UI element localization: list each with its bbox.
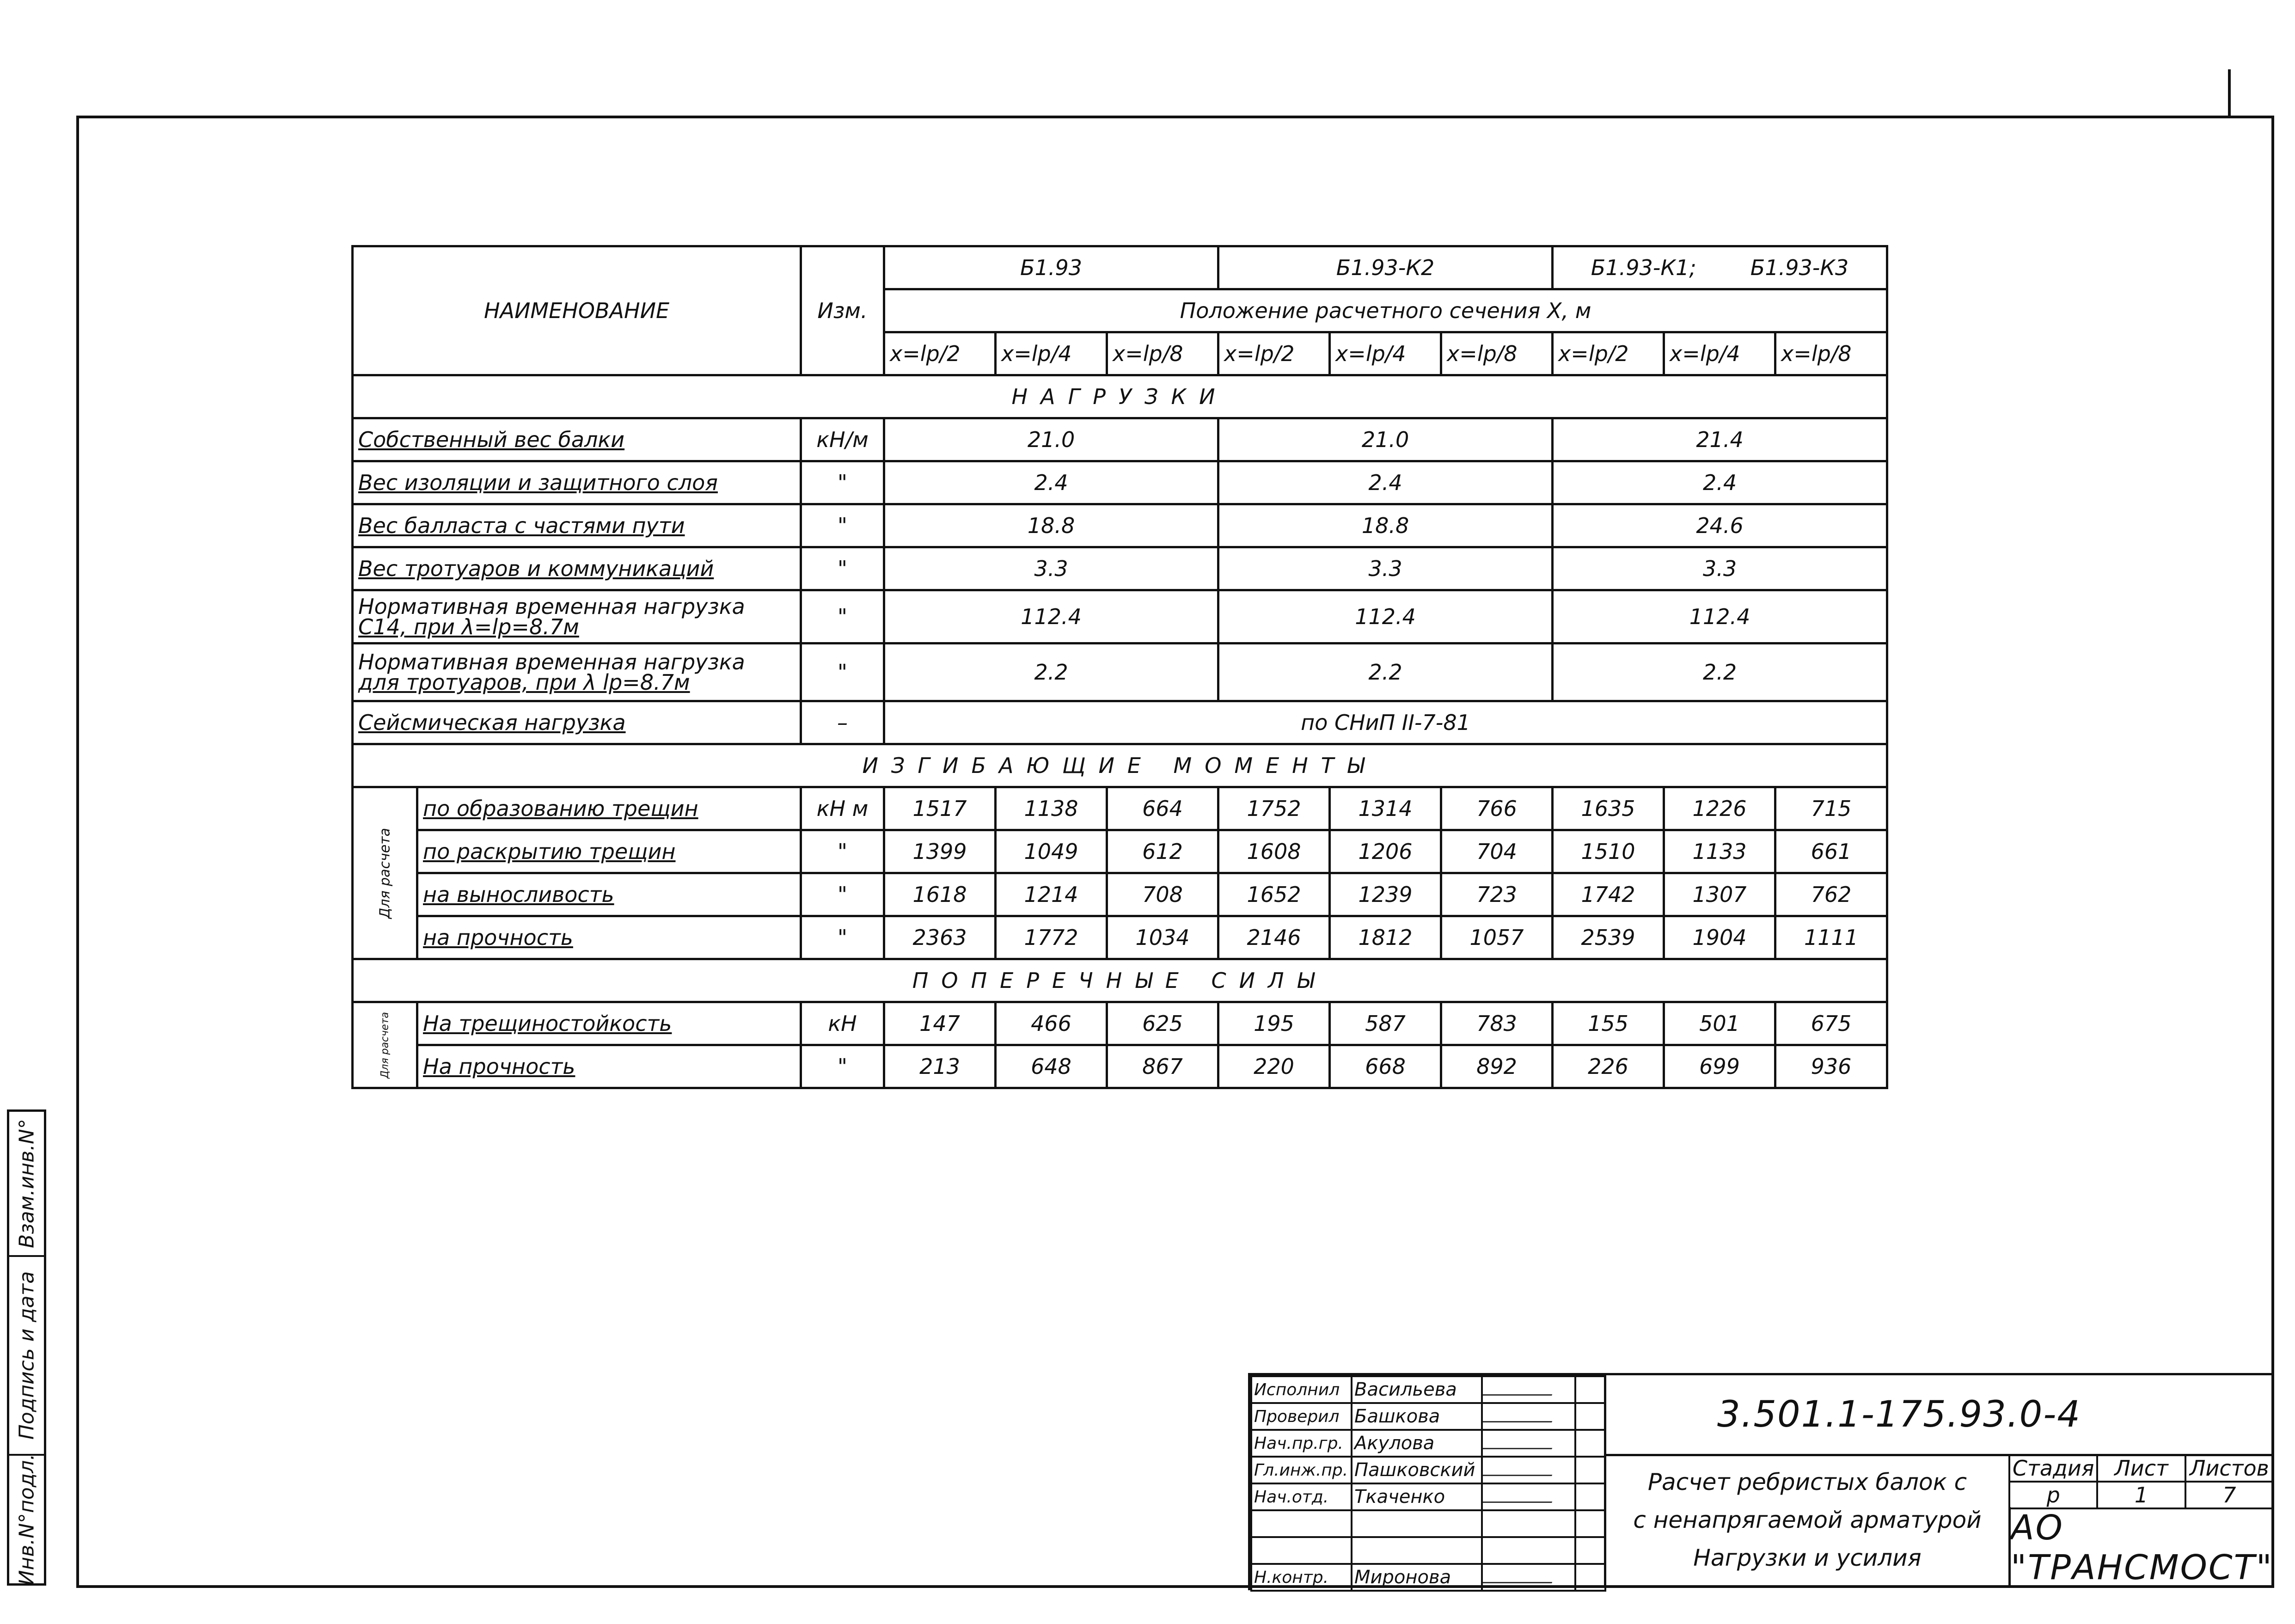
load-value: 21.0 [884,418,1218,461]
load-unit: " [801,547,884,590]
stage-block [2008,1454,2274,1509]
load-name: Вес балласта с частями пути [353,504,801,547]
group-header-k3: Б1.93-К3 [1750,255,1849,280]
moment-value: 664 [1107,787,1218,830]
load-value: 2.4 [1553,461,1887,504]
load-value: 3.3 [1553,547,1887,590]
force-value: 501 [1664,1002,1775,1045]
sig-role [1251,1510,1352,1537]
sig-role: Проверил [1251,1403,1352,1430]
sig-name [1352,1537,1482,1564]
load-value: 2.2 [1218,643,1553,701]
position-cell: x=lp/4 [1330,332,1441,375]
force-unit: кН [801,1002,884,1045]
sig-date [1575,1537,1605,1564]
moment-value: 1742 [1553,873,1664,916]
force-value: 699 [1664,1045,1775,1088]
moment-value: 1510 [1553,830,1664,873]
load-value: 18.8 [884,504,1218,547]
signature-scribble [1482,1437,1556,1449]
sig-name: Башкова [1352,1403,1482,1430]
force-value: 155 [1553,1002,1664,1045]
description-line: с ненапрягаемой арматурой [1633,1507,1982,1533]
sig-role: Нач.отд. [1251,1483,1352,1510]
load-value: 21.0 [1218,418,1553,461]
moment-value: 1034 [1107,916,1218,959]
sheet-corner-mark [2228,69,2231,116]
moment-value: 715 [1775,787,1887,830]
load-unit: " [801,590,884,643]
moment-value: 1133 [1664,830,1775,873]
moment-value: 1608 [1218,830,1330,873]
position-cell: x=lp/4 [996,332,1107,375]
force-value: 226 [1553,1045,1664,1088]
moment-value: 1307 [1664,873,1775,916]
moment-name: по образованию трещин [417,787,801,830]
force-value: 783 [1441,1002,1553,1045]
force-value: 220 [1218,1045,1330,1088]
moment-value: 1517 [884,787,996,830]
sig-role [1251,1537,1352,1564]
force-value: 147 [884,1002,996,1045]
load-name: Вес тротуаров и коммуникаций [353,547,801,590]
sig-date [1575,1430,1605,1457]
moment-name: по раскрытию трещин [417,830,801,873]
sig-name: Пашковский [1352,1457,1482,1483]
load-name-line1: Нормативная временная нагрузка [358,650,745,674]
load-unit: " [801,504,884,547]
moment-value: 1772 [996,916,1107,959]
load-name-line1: Нормативная временная нагрузка [358,594,745,619]
sig-date [1575,1403,1605,1430]
load-value: 2.2 [884,643,1218,701]
sig-date [1575,1376,1605,1403]
moment-value: 766 [1441,787,1553,830]
force-value: 936 [1775,1045,1887,1088]
moment-value: 2539 [1553,916,1664,959]
signature-mark [1482,1403,1575,1430]
calc-label-forces [353,1002,417,1088]
unit-header: Изм. [801,246,884,375]
sig-date [1575,1510,1605,1537]
position-header: Положение расчетного сечения X, м [884,289,1887,332]
stamp-cell-signature [9,1255,44,1454]
section-forces: ПОПЕРЕЧНЫЕ СИЛЫ [353,959,1887,1002]
force-value: 648 [996,1045,1107,1088]
moment-value: 1214 [996,873,1107,916]
section-loads: НАГРУЗКИ [353,375,1887,418]
moment-value: 1752 [1218,787,1330,830]
calc-label-moments [353,787,417,959]
sig-date [1575,1483,1605,1510]
sheets-label: Листов [2185,1455,2273,1482]
force-value: 625 [1107,1002,1218,1045]
load-value: 21.4 [1553,418,1887,461]
sig-date [1575,1564,1605,1591]
sheet-label: Лист [2097,1455,2185,1482]
signature-scribble [1482,1383,1556,1396]
moment-value: 2363 [884,916,996,959]
position-cell: x=lp/4 [1664,332,1775,375]
moment-value: 1652 [1218,873,1330,916]
loads-table [351,245,1888,1089]
name-header: НАИМЕНОВАНИЕ [353,246,801,375]
moment-value: 1138 [996,787,1107,830]
load-value: 3.3 [884,547,1218,590]
load-value: 2.4 [884,461,1218,504]
load-unit: " [801,643,884,701]
load-name-line2: С14, при λ=lp=8.7м [358,614,579,639]
moment-value: 1635 [1553,787,1664,830]
moment-value: 762 [1775,873,1887,916]
title-block-top-line [1604,1373,2274,1375]
force-name: На трещиностойкость [417,1002,801,1045]
moment-value: 704 [1441,830,1553,873]
moment-unit: " [801,830,884,873]
moment-value: 1314 [1330,787,1441,830]
signature-mark [1482,1537,1575,1564]
sig-name: Миронова [1352,1564,1482,1591]
signature-scribble [1482,1571,1556,1583]
force-value: 195 [1218,1002,1330,1045]
force-value: 466 [996,1002,1107,1045]
seismic-unit: – [801,701,884,744]
load-value: 3.3 [1218,547,1553,590]
signature-mark [1482,1430,1575,1457]
moment-unit: кН м [801,787,884,830]
document-code: 3.501.1-175.93.0-4 [1717,1394,2081,1435]
signature-scribble [1482,1464,1556,1476]
signature-scribble [1482,1490,1556,1503]
drawing-description [1609,1463,2006,1577]
moment-value: 1057 [1441,916,1553,959]
group-header-k1: Б1.93-К1; [1591,255,1696,280]
force-unit: " [801,1045,884,1088]
group-header: Б1.93-К2 [1218,246,1553,289]
moment-value: 708 [1107,873,1218,916]
load-value: 24.6 [1553,504,1887,547]
load-value: 2.2 [1553,643,1887,701]
seismic-name: Сейсмическая нагрузка [353,701,801,744]
moment-value: 1111 [1775,916,1887,959]
signature-grid [1248,1373,1606,1590]
moment-value: 1812 [1330,916,1441,959]
sig-name: Васильева [1352,1376,1482,1403]
position-cell: x=lp/2 [1553,332,1664,375]
signature-table [1250,1375,1606,1592]
stamp-cell-inventory [9,1453,44,1586]
force-value: 668 [1330,1045,1441,1088]
sig-name: Ткаченко [1352,1483,1482,1510]
position-cell: x=lp/8 [1775,332,1887,375]
load-name [353,590,801,643]
moment-name: на прочность [417,916,801,959]
stage-value: р [2009,1482,2097,1508]
moment-unit: " [801,916,884,959]
sig-name: Акулова [1352,1430,1482,1457]
organization-name: АО "ТРАНСМОСТ" [2008,1507,2277,1588]
sig-role: Гл.инж.пр. [1251,1457,1352,1483]
description-line: Нагрузки и усилия [1693,1544,1922,1571]
load-name: Собственный вес балки [353,418,801,461]
load-value: 112.4 [884,590,1218,643]
group-header [1553,246,1887,289]
moment-value: 723 [1441,873,1553,916]
force-value: 867 [1107,1045,1218,1088]
load-unit: " [801,461,884,504]
moment-name: на выносливость [417,873,801,916]
stamp-cell-replacement [9,1112,44,1255]
load-name-line2: для тротуаров, при λ lp=8.7м [358,670,690,695]
calc-label-text: Для расчета [377,827,393,919]
sig-role: Исполнил [1251,1376,1352,1403]
force-value: 675 [1775,1002,1887,1045]
load-value: 18.8 [1218,504,1553,547]
moment-value: 1206 [1330,830,1441,873]
moment-value: 612 [1107,830,1218,873]
load-value: 112.4 [1553,590,1887,643]
title-block-divider [1604,1373,1606,1588]
force-value: 587 [1330,1002,1441,1045]
signature-scribble [1482,1410,1556,1422]
moment-unit: " [801,873,884,916]
sig-name [1352,1510,1482,1537]
load-value: 2.4 [1218,461,1553,504]
position-cell: x=lp/2 [1218,332,1330,375]
signature-mark [1482,1483,1575,1510]
signature-mark [1482,1376,1575,1403]
moment-value: 2146 [1218,916,1330,959]
moment-value: 661 [1775,830,1887,873]
load-unit: кН/м [801,418,884,461]
group-header: Б1.93 [884,246,1218,289]
moment-value: 1239 [1330,873,1441,916]
moment-value: 1049 [996,830,1107,873]
force-value: 213 [884,1045,996,1088]
stamp-replacement-label: Взам.инв.N° [15,1119,38,1248]
stage-table [2008,1454,2274,1509]
sig-role: Нач.пр.гр. [1251,1430,1352,1457]
force-value: 892 [1441,1045,1553,1088]
load-name: Вес изоляции и защитного слоя [353,461,801,504]
description-line: Расчет ребристых балок с [1647,1469,1967,1495]
moment-value: 1618 [884,873,996,916]
position-cell: x=lp/8 [1441,332,1553,375]
signature-mark [1482,1564,1575,1591]
sheets-value: 7 [2185,1482,2273,1508]
force-name: На прочность [417,1045,801,1088]
stamp-signature-label: Подпись и дата [15,1271,38,1440]
stage-label: Стадия [2009,1455,2097,1482]
stamp-inventory-label: Инв.N°подл. [15,1453,38,1586]
signature-mark [1482,1510,1575,1537]
moment-value: 1399 [884,830,996,873]
sig-role: Н.контр. [1251,1564,1352,1591]
position-cell: x=lp/8 [1107,332,1218,375]
left-stamp [7,1109,46,1586]
moment-value: 1904 [1664,916,1775,959]
signature-mark [1482,1457,1575,1483]
load-name [353,643,801,701]
calc-label-text: Для расчета [379,1011,391,1079]
section-moments: ИЗГИБАЮЩИЕ МОМЕНТЫ [353,744,1887,787]
sheet-value: 1 [2097,1482,2185,1508]
moment-value: 1226 [1664,787,1775,830]
position-cell: x=lp/2 [884,332,996,375]
sig-date [1575,1457,1605,1483]
seismic-value: по СНиП II-7-81 [884,701,1887,744]
load-value: 112.4 [1218,590,1553,643]
